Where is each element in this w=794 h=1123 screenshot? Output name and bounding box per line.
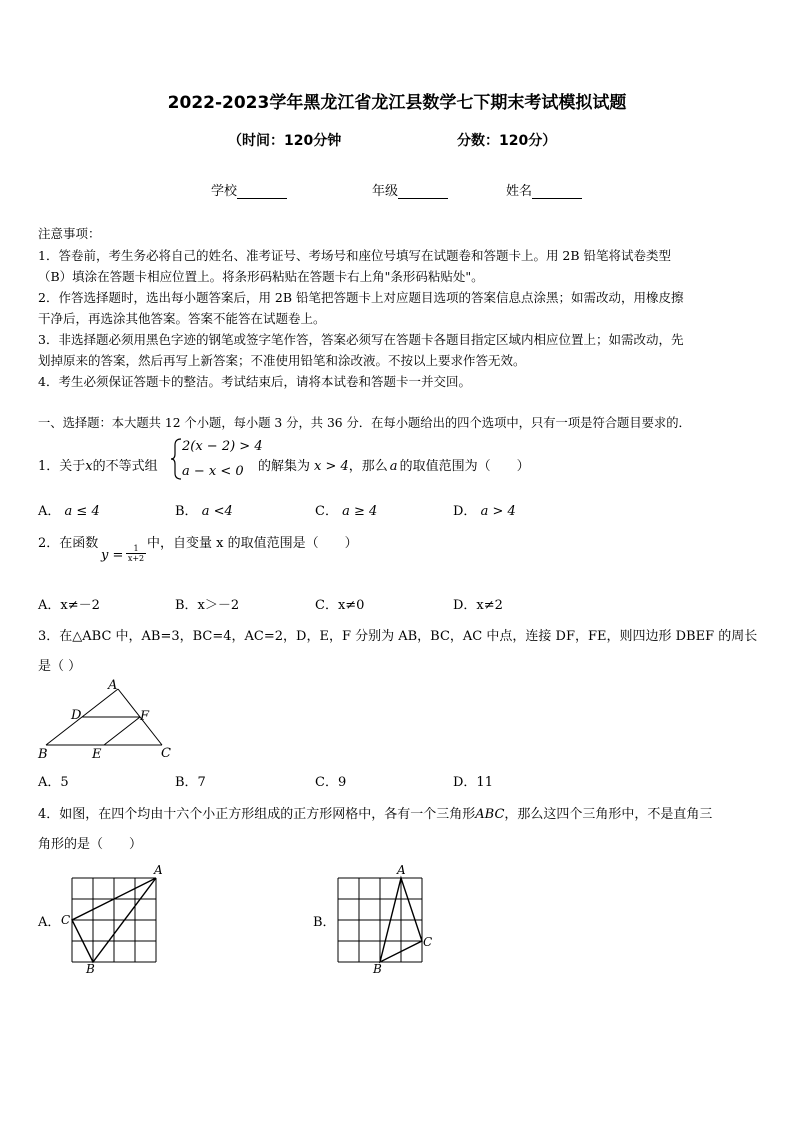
q4-grid-b [328, 862, 440, 976]
name-blank [532, 185, 582, 199]
q1-eq2: a − x < 0 [182, 464, 244, 479]
notice-line: （B）填涂在答题卡相应位置上。将条形码粘贴在答题卡右上角"条形码粘贴处"。 [38, 269, 484, 284]
grid-b-label-c: C [423, 935, 433, 949]
q2-fraction [126, 544, 146, 563]
q2-prefix: 2．在函数 [38, 536, 99, 551]
school-field [211, 180, 287, 199]
q4-option-a[interactable]: A． [38, 915, 61, 930]
q2-option-b[interactable]: B．x＞－2 [175, 598, 240, 613]
q2-option-c[interactable]: C．x≠0 [315, 598, 365, 613]
exam-score: 分数：120分） [457, 133, 557, 149]
label-a: A [108, 678, 118, 693]
q3-option-b[interactable]: B．7 [175, 775, 206, 790]
q1-opt-b-value: a <4 [201, 504, 233, 519]
q1-eq1: 2(x − 2) > 4 [182, 439, 263, 454]
school-label: 学校 [211, 184, 238, 199]
grade-field [372, 180, 448, 199]
q1-option-a[interactable] [38, 500, 100, 519]
school-blank [237, 185, 287, 199]
q2-option-a[interactable]: A．x≠－2 [38, 598, 100, 613]
segment-fe [104, 717, 140, 745]
q1-option-c[interactable] [315, 500, 377, 519]
section-heading: 一、选择题：本大题共 12 个小题，每小题 3 分，共 36 分．在每小题给出的四个选项中，只有一项是符合题目要求的． [38, 416, 691, 430]
q2-numerator: 1 [133, 544, 139, 553]
label-b: B [38, 747, 48, 762]
notice-line: 4．考生必须保证答题卡的整洁。考试结束后，请将本试卷和答题卡一并交回。 [38, 374, 471, 389]
q1-option-d[interactable] [453, 500, 516, 519]
grade-label: 年级 [372, 184, 399, 199]
q3-option-a[interactable]: A．5 [38, 775, 69, 790]
q1-opt-c-label: C． [315, 504, 338, 519]
grid-b-label-a: A [397, 863, 406, 877]
q1-mid: 的不等式组 [92, 459, 158, 474]
page-title: 2022-2023学年黑龙江省龙江县数学七下期末考试模拟试题 [167, 93, 627, 113]
q4-line1a: 4．如图，在四个均由十六个小正方形组成的正方形网格中，各有一个三角形 [38, 807, 476, 822]
q1-post1: 的解集为 [258, 459, 311, 474]
notice-line: 2．作答选择题时，选出每小题答案后，用 2B 铅笔把答题卡上对应题目选项的答案信息点涂黑；如需改动，用橡皮擦 [38, 290, 684, 305]
q1-opt-c-value: a ≥ 4 [342, 504, 378, 519]
exam-time: （时间：120分钟 [228, 133, 342, 149]
q4-line2: 角形的是（ ） [38, 837, 143, 852]
q2-y: y = [101, 548, 124, 563]
q3-option-c[interactable]: C．9 [315, 775, 347, 790]
q1-var-x: x [85, 459, 93, 474]
grid-a-label-a: A [154, 863, 163, 877]
notice-line: 划掉原来的答案，然后再写上新答案；不准使用铅笔和涂改液。不按以上要求作答无效。 [38, 353, 526, 368]
label-c: C [161, 746, 171, 761]
q1-post2: ，那么 [348, 459, 388, 474]
notice-line: 干净后，再选涂其他答案。答案不能答在试题卷上。 [38, 311, 326, 326]
label-d: D [71, 708, 82, 723]
q4-option-b[interactable]: B． [313, 915, 336, 930]
grid-b-label-b: B [373, 962, 382, 976]
grid-a-label-b: B [86, 962, 95, 976]
q1-opt-a-label: A． [38, 504, 61, 519]
q3-line1: 3．在△ABC 中，AB=3，BC=4，AC=2，D，E，F 分别为 AB，BC，AC 中点，连接 DF，FE，则四边形 DBEF 的周长 [38, 629, 758, 644]
q1-opt-d-value: a > 4 [480, 504, 516, 519]
q4-abc: ABC [475, 807, 505, 822]
q1-option-b[interactable] [175, 500, 233, 519]
q1-opt-a-value: a ≤ 4 [64, 504, 100, 519]
q4-line1b: ，那么这四个三角形中，不是直角三 [504, 807, 713, 822]
q3-option-d[interactable]: D．11 [453, 775, 493, 790]
notice-heading: 注意事项： [38, 226, 101, 241]
name-label: 姓名 [506, 184, 533, 199]
name-field [506, 180, 582, 199]
q2-denominator: x+2 [127, 554, 145, 563]
q4-grid-a [56, 862, 168, 976]
grade-blank [398, 185, 448, 199]
notice-line: 1．答卷前，考生务必将自己的姓名、准考证号、考场号和座位号填写在试题卷和答题卡上。用 2B 铅笔将试卷类型 [38, 248, 672, 263]
q1-var-a: a [389, 459, 398, 474]
q3-triangle-figure [34, 677, 184, 763]
q1-solution: x > 4 [314, 459, 349, 474]
q1-suffix [258, 455, 530, 474]
q3-line2: 是（ ） [38, 659, 82, 674]
q2-option-d[interactable]: D．x≠2 [453, 598, 503, 613]
grid-a-label-c: C [61, 913, 71, 927]
q1-pre: 1．关于 [38, 459, 86, 474]
q2-suffix: 中，自变量 x 的取值范围是（ ） [147, 536, 358, 551]
q1-opt-d-label: D． [453, 504, 477, 519]
q1-post3: 的取值范围为（ ） [399, 459, 530, 474]
label-e: E [92, 747, 102, 762]
notice-line: 3．非选择题必须用黑色字迹的钢笔或签字笔作答，答案必须写在答题卡各题目指定区域内相应位置上；如需改动，先 [38, 332, 684, 347]
q1-prefix [38, 455, 158, 474]
q1-opt-b-label: B． [175, 504, 198, 519]
label-f: F [140, 709, 150, 724]
q4-line1 [38, 803, 712, 822]
